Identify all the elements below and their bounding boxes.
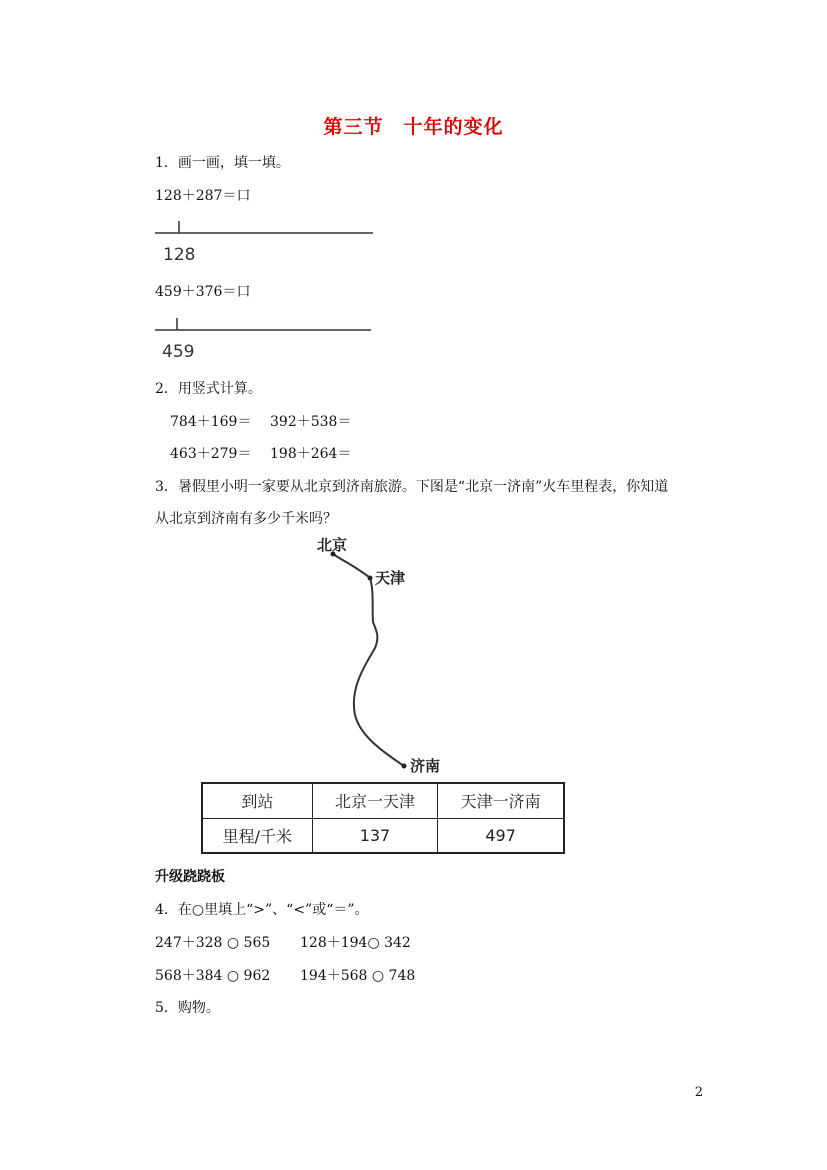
- calc-item-1: 784＋169＝: [170, 414, 252, 430]
- question-2-heading: 2．用竖式计算。: [155, 381, 262, 397]
- question-5-heading: 5．购物。: [155, 1000, 220, 1016]
- number-line-1-start-label: 128: [163, 245, 196, 265]
- jinan-label: 济南: [410, 757, 441, 775]
- railway-map: [300, 530, 470, 780]
- compare-item-1: 247＋328 ○ 565: [155, 935, 271, 951]
- table-header-cell: 天津一济南: [438, 783, 564, 818]
- table-cell: 里程/千米: [202, 818, 312, 853]
- beijing-label: 北京: [317, 536, 348, 554]
- equation-2: 459＋376＝口: [155, 284, 251, 300]
- calc-item-2: 392＋538＝: [270, 414, 352, 430]
- compare-item-4: 194＋568 ○ 748: [300, 968, 416, 984]
- tianjin-station-dot: [368, 576, 373, 581]
- calc-item-3: 463＋279＝: [170, 446, 252, 462]
- number-line-2: [155, 312, 380, 342]
- number-line-1: [155, 215, 380, 245]
- equation-1: 128＋287＝口: [155, 188, 251, 204]
- number-line-2-start-label: 459: [162, 342, 195, 362]
- question-1-heading: 1．画一画，填一填。: [155, 155, 290, 171]
- page-title: 第三节 十年的变化: [323, 116, 504, 138]
- question-4-heading: 4．在○里填上“>”、“<”或“＝”。: [155, 902, 369, 918]
- tianjin-label: 天津: [375, 569, 406, 587]
- question-3-line-2: 从北京到济南有多少千米吗？: [155, 511, 337, 527]
- compare-item-3: 568＋384 ○ 962: [155, 968, 271, 984]
- jinan-station-dot: [402, 764, 407, 769]
- table-cell: 137: [312, 818, 438, 853]
- compare-item-2: 128＋194○ 342: [300, 935, 411, 951]
- table-header-cell: 北京一天津: [312, 783, 438, 818]
- page-number: 2: [694, 1085, 703, 1100]
- section-heading: 升级跷跷板: [155, 869, 225, 885]
- question-3-line-1: 3．暑假里小明一家要从北京到济南旅游。下图是“北京一济南”火车里程表，你知道: [155, 479, 669, 495]
- calc-item-4: 198＋264＝: [270, 446, 352, 462]
- mileage-table: [201, 782, 565, 854]
- table-row: [202, 818, 564, 853]
- table-header-cell: 到站: [202, 783, 312, 818]
- table-header-row: [202, 783, 564, 818]
- table-cell: 497: [438, 818, 564, 853]
